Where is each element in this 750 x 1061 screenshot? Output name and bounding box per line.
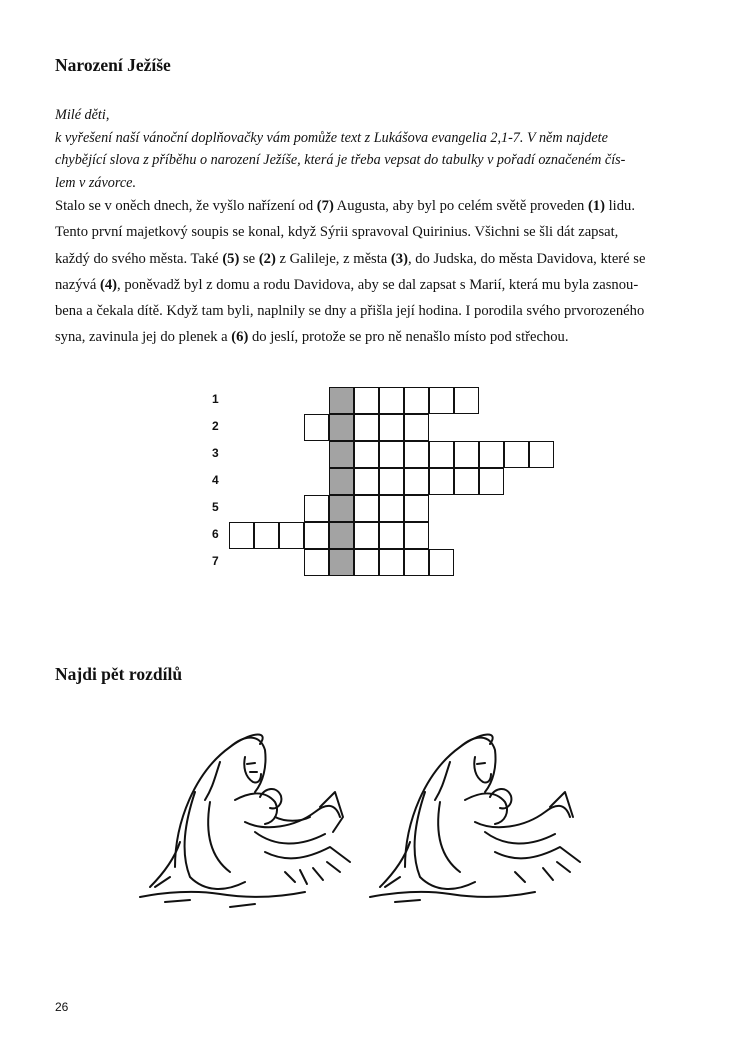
section-title-nativity: Narození Ježíše [55, 55, 171, 75]
crossword-cell[interactable] [229, 522, 254, 549]
crossword-cell[interactable] [379, 549, 404, 576]
crossword-cell[interactable] [429, 441, 454, 468]
crossword-row-number: 3 [212, 446, 219, 460]
crossword-cell[interactable] [354, 441, 379, 468]
crossword-cell[interactable] [379, 414, 404, 441]
crossword-key-cell[interactable] [329, 495, 354, 522]
intro-line: chybějící slova z příběhu o narození Ježíše, která je třeba vepsat do tabulky v pořadí označeném čís- [55, 152, 626, 168]
clue-reference: (1) [587, 198, 605, 214]
gospel-text-fragment: nazývá [55, 276, 100, 293]
gospel-text-fragment: do jeslí, protože se pro ně nenašlo místo pod střechou. [248, 329, 569, 346]
gospel-line [55, 298, 705, 324]
crossword-cell[interactable] [379, 441, 404, 468]
gospel-text-fragment: Stalo se v oněch dnech, že vyšlo nařízení od [55, 198, 317, 214]
intro-paragraph [55, 104, 695, 194]
gospel-line [55, 246, 705, 272]
crossword-cell[interactable] [404, 468, 429, 495]
crossword-row-number: 4 [212, 473, 219, 487]
crossword-cell[interactable] [479, 468, 504, 495]
crossword-row-number: 6 [212, 527, 219, 541]
crossword-cell[interactable] [429, 549, 454, 576]
crossword-cell[interactable] [379, 468, 404, 495]
crossword-cell[interactable] [354, 549, 379, 576]
crossword-cell[interactable] [404, 387, 429, 414]
crossword-row-number: 7 [212, 554, 219, 568]
crossword-cell[interactable] [354, 414, 379, 441]
crossword-cell[interactable] [404, 522, 429, 549]
intro-line: Milé děti, [55, 107, 110, 123]
clue-reference: (7) [316, 198, 334, 214]
crossword-cell[interactable] [504, 441, 529, 468]
crossword-cell[interactable] [454, 441, 479, 468]
clue-reference: (2) [258, 250, 276, 267]
gospel-text-fragment: každý do svého města. Také [55, 250, 223, 267]
crossword-key-cell[interactable] [329, 441, 354, 468]
gospel-text [55, 193, 705, 351]
crossword-cell[interactable] [404, 495, 429, 522]
intro-line: lem v závorce. [55, 174, 137, 191]
crossword-key-cell[interactable] [329, 522, 354, 549]
crossword-cell[interactable] [429, 468, 454, 495]
crossword-row-number: 1 [212, 392, 219, 406]
crossword-key-cell[interactable] [329, 468, 354, 495]
crossword-cell[interactable] [404, 441, 429, 468]
gospel-text-fragment: Tento první majetkový soupis se konal, když Sýrii spravoval Quirinius. Všichni se šli dát zapsat, [55, 224, 619, 241]
clue-reference: (6) [231, 329, 249, 346]
gospel-text-fragment: z Galileje, z města [275, 250, 391, 267]
crossword-key-cell[interactable] [329, 414, 354, 441]
clue-reference: (5) [222, 250, 240, 267]
crossword-cell[interactable] [354, 387, 379, 414]
gospel-line [55, 272, 705, 298]
crossword-cell[interactable] [379, 495, 404, 522]
crossword-cell[interactable] [404, 549, 429, 576]
crossword-cell[interactable] [304, 495, 329, 522]
section-title-differences: Najdi pět rozdílů [55, 664, 183, 684]
gospel-text-fragment: syna, zavinula jej do plenek a [55, 329, 232, 346]
crossword-cell[interactable] [354, 522, 379, 549]
gospel-line [55, 324, 705, 350]
crossword-cell[interactable] [379, 522, 404, 549]
gospel-text-fragment: , poněvadž byl z domu a rodu Davidova, aby se dal zapsat s Marií, která mu byla zasnou- [117, 276, 639, 293]
gospel-text-fragment: lidu. [604, 198, 635, 214]
crossword-cell[interactable] [304, 549, 329, 576]
crossword-cell[interactable] [404, 414, 429, 441]
gospel-text-fragment: , do Judska, do města Davidova, které se [407, 250, 646, 267]
intro-line: k vyřešení naší vánoční doplňovačky vám pomůže text z Lukášova evangelia 2,1-7. V něm najdete [55, 129, 608, 146]
gospel-line [55, 219, 705, 245]
nativity-illustration-left [135, 722, 360, 912]
crossword-cell[interactable] [354, 495, 379, 522]
gospel-text-fragment: Augusta, aby byl po celém světě proveden [333, 198, 588, 214]
crossword-cell[interactable] [254, 522, 279, 549]
crossword-cell[interactable] [454, 387, 479, 414]
clue-reference: (3) [390, 250, 408, 267]
crossword-cell[interactable] [304, 414, 329, 441]
crossword-key-cell[interactable] [329, 387, 354, 414]
crossword-cell[interactable] [379, 387, 404, 414]
crossword-row-number: 2 [212, 419, 219, 433]
page-number: 26 [55, 1000, 69, 1014]
gospel-line [55, 193, 705, 219]
crossword-cell[interactable] [529, 441, 554, 468]
gospel-text-fragment: bena a čekala dítě. Když tam byli, naplnily se dny a přišla její hodina. I porodila svého prvorozeného [55, 303, 645, 320]
crossword-cell[interactable] [479, 441, 504, 468]
crossword-cell[interactable] [454, 468, 479, 495]
crossword-cell[interactable] [354, 468, 379, 495]
crossword-row-number: 5 [212, 500, 219, 514]
crossword-cell[interactable] [304, 522, 329, 549]
crossword-cell[interactable] [279, 522, 304, 549]
crossword-cell[interactable] [429, 387, 454, 414]
crossword-key-cell[interactable] [329, 549, 354, 576]
clue-reference: (4) [99, 276, 118, 293]
gospel-text-fragment: se [239, 250, 259, 267]
nativity-illustration-right [365, 722, 590, 912]
